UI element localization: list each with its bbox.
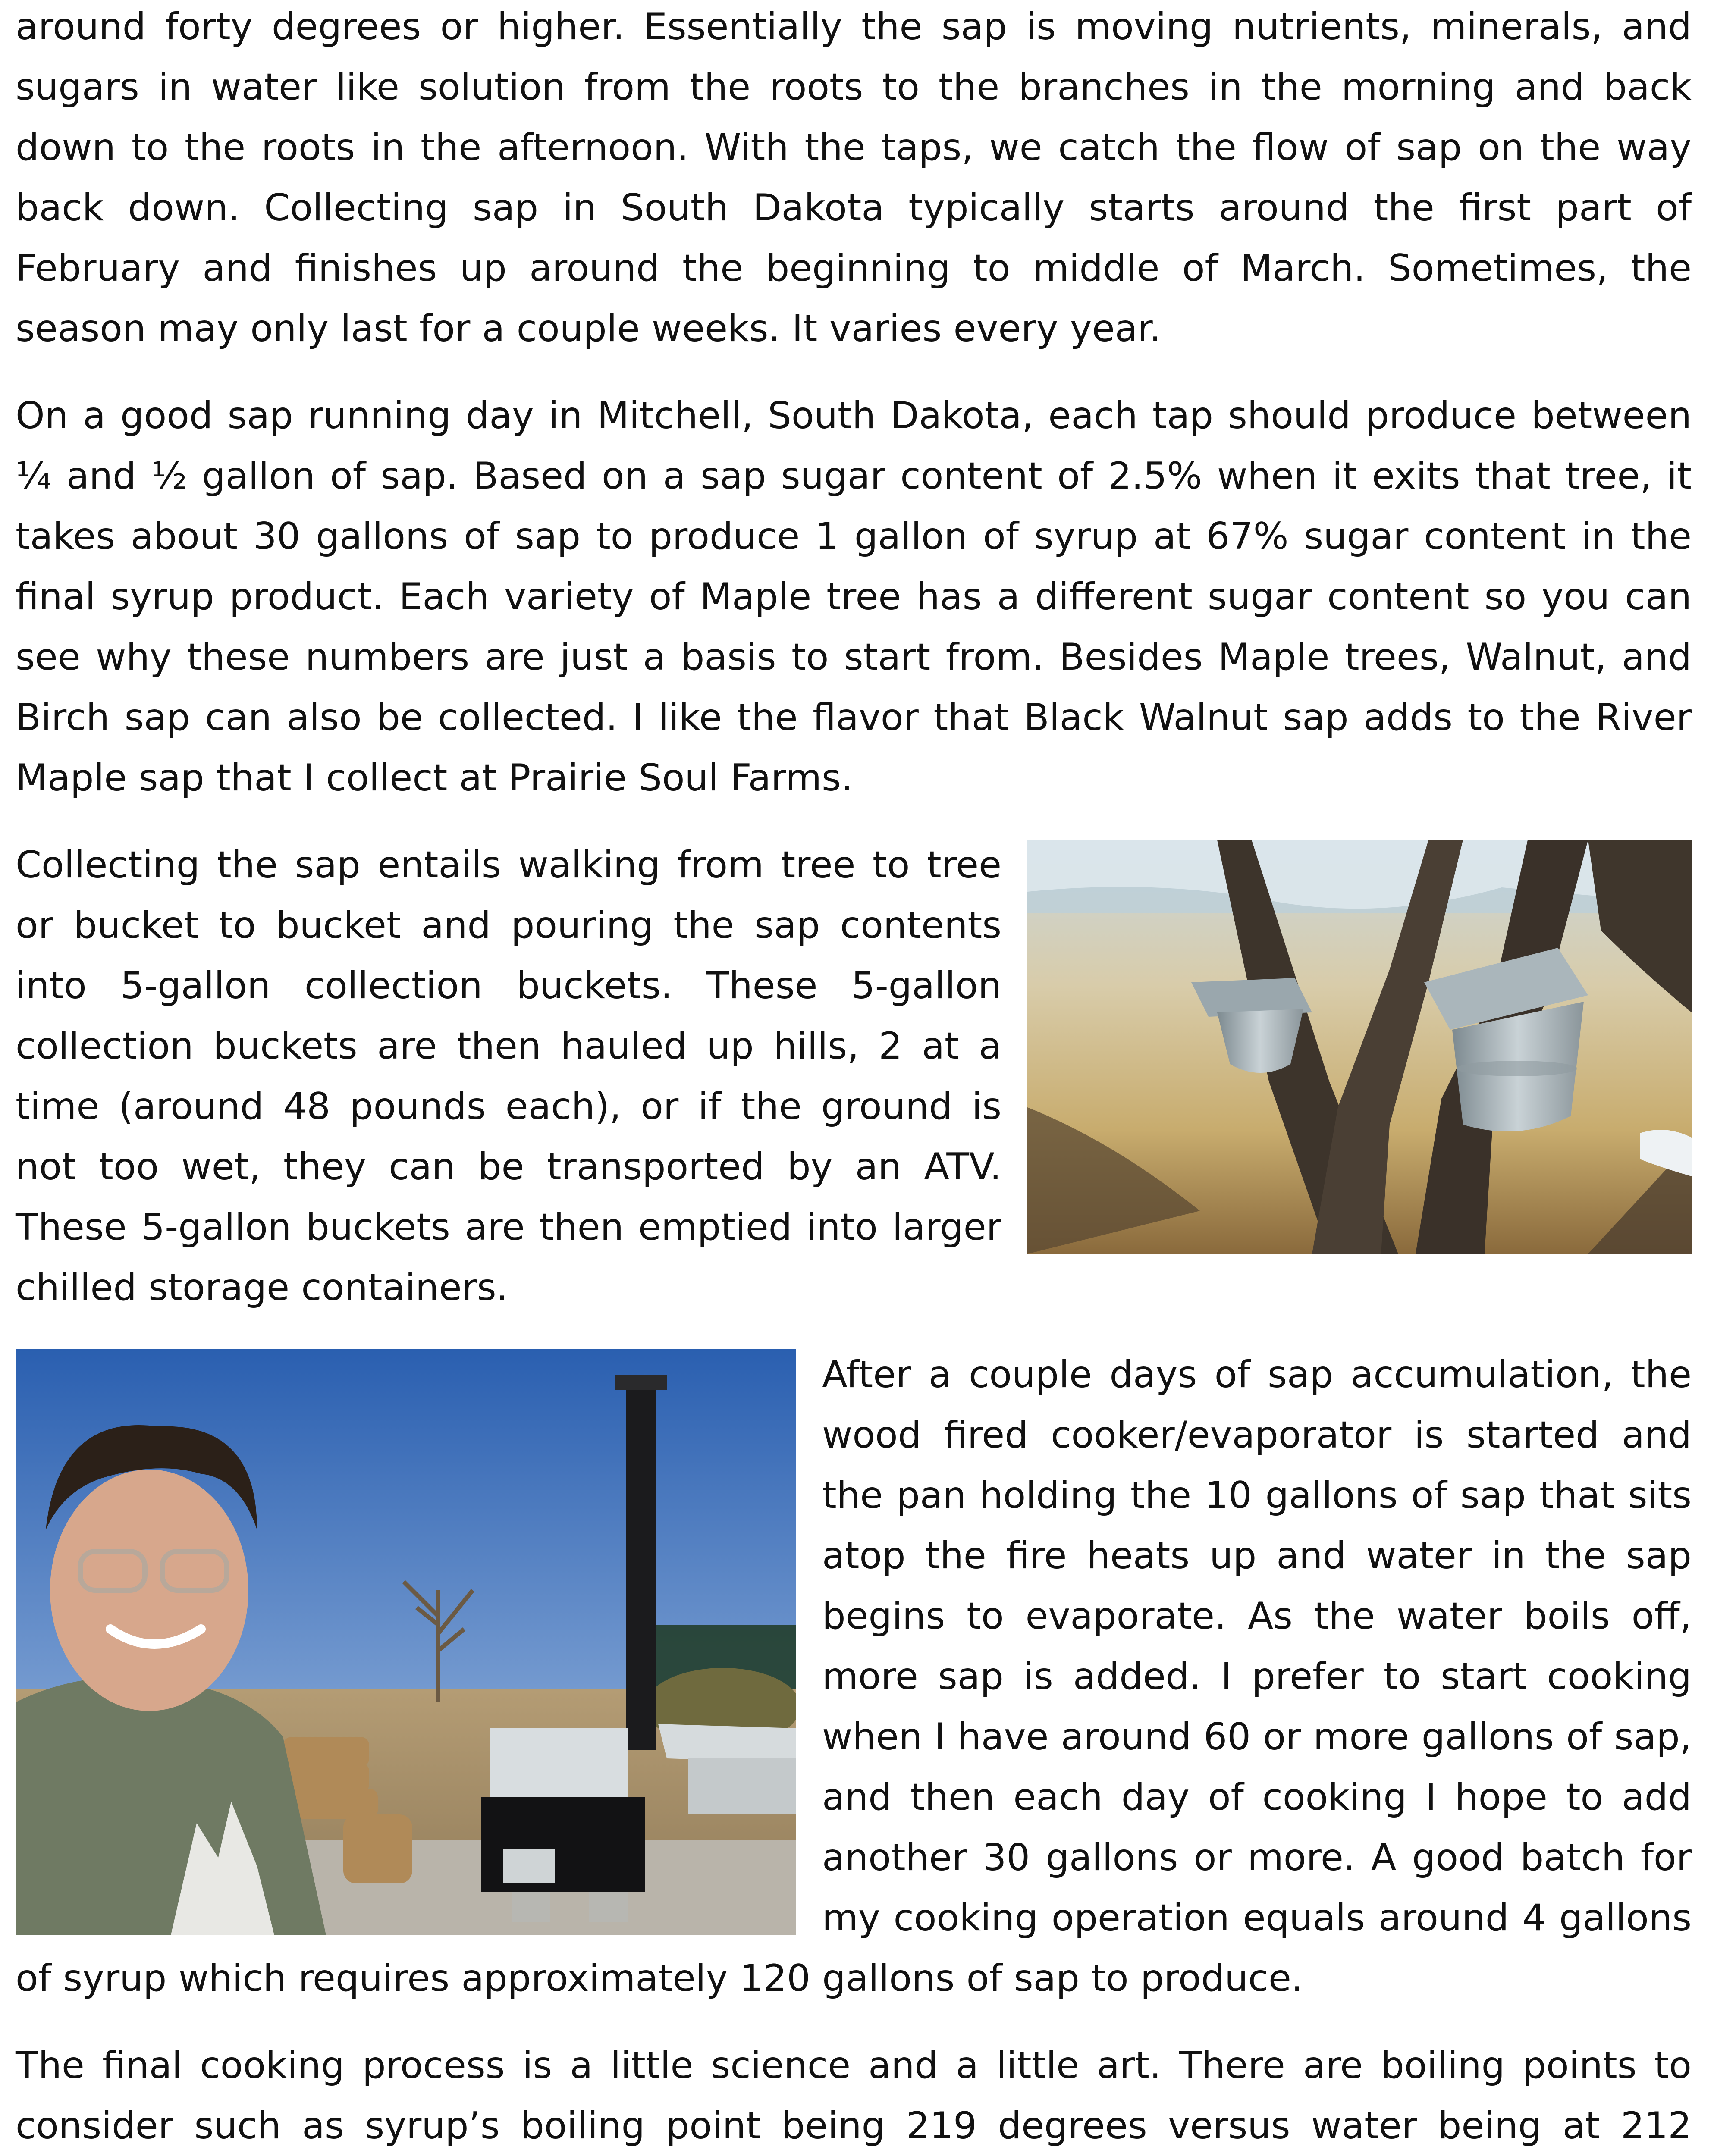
paragraph-collecting-sap: Collecting the sap entails walking from tree to tree or bucket to bucket and pouring the sap contents into 5-gallon collection buckets. These 5-gallon collection buckets are then hauled up hills, 2 at a time (around 48 pounds each), or if the ground is not too wet, they can be transported by an ATV. These 5-gallon buckets are then emptied into larger chilled storage containers. bbox=[16, 843, 1001, 1309]
paragraph-gap bbox=[16, 1318, 1692, 1344]
paragraph-final-cooking: The final cooking process is a little science and a little art. There are boiling points to consider such as syrup’s boiling point being 219 degrees versus water being at 212 bbox=[16, 2044, 1692, 2147]
paragraph-gap bbox=[16, 2009, 1692, 2035]
paragraph-evaporator: After a couple days of sap accumulation, the wood fired cooker/evaporator is started and the pan holding the 10 gallons of sap that sits atop the fire heats up and water in the sap begins to evaporate. As the water boils off, more sap is added. I prefer to start cooking when I have around 60 or more gallons of sap, and then each day of cooking I hope to add another 30 gallons or more. A good batch for my cooking operation equals around 4 gallons of syrup which requires approximately 120 gallons of sap to produce. bbox=[16, 1353, 1692, 2000]
photo-selfie-with-evaporator bbox=[16, 1349, 796, 1935]
paragraph-gap bbox=[16, 808, 1692, 835]
paragraph-sap-yield: On a good sap running day in Mitchell, South Dakota, each tap should produce between ¼ and ½ gallon of sap. Based on a sap sugar content of 2.5% when it exits that tree, it takes about 30 gallons of sap to produce 1 gallon of syrup at 67% sugar content in the final syrup product. Each variety of Maple tree has a different sugar content so you can see why these numbers are just a basis to start from. Besides Maple trees, Walnut, and Birch sap can also be collected. I like the flavor that Black Walnut sap adds to the River Maple sap that I collect at Prairie Soul Farms. bbox=[16, 394, 1692, 799]
photo-sap-buckets-on-trees bbox=[1027, 840, 1692, 1254]
paragraph-sap-flow: around forty degrees or higher. Essentially the sap is moving nutrients, minerals, and sugars in water like solution from the roots to the branches in the morning and back down to the roots in the afternoon. With the taps, we catch the flow of sap on the way back down. Collecting sap in South Dakota typically starts around the first part of February and finishes up around the beginning to middle of March. Sometimes, the season may only last for a couple weeks. It varies every year. bbox=[16, 5, 1692, 350]
paragraph-gap bbox=[16, 359, 1692, 385]
photo-sap-buckets-image bbox=[1027, 840, 1692, 1254]
document-page bbox=[16, 0, 1692, 2156]
photo-selfie-image bbox=[16, 1349, 796, 1935]
